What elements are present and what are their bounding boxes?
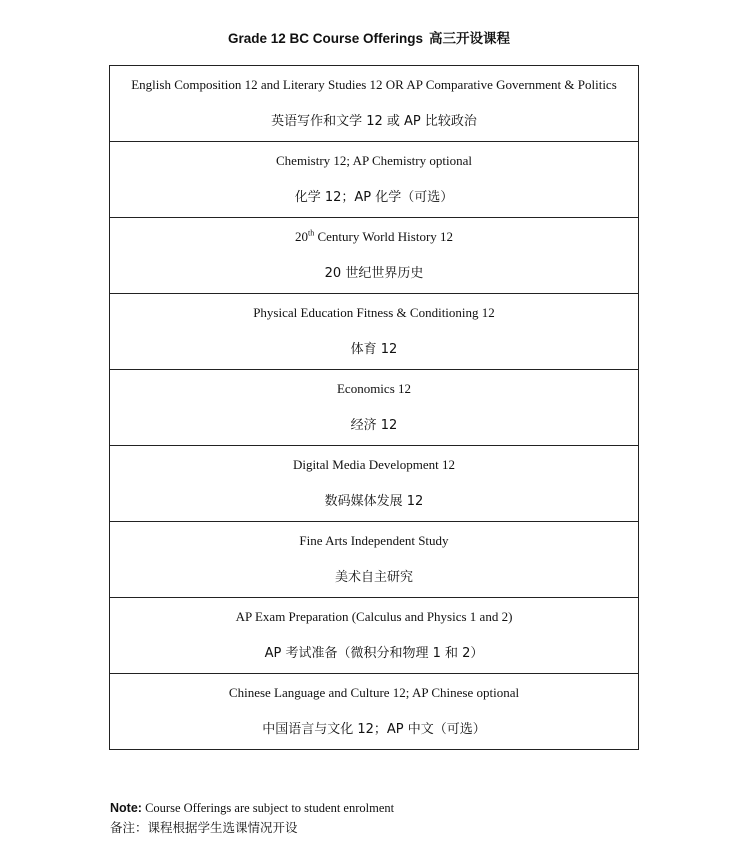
note-en	[110, 798, 394, 818]
course-cell	[110, 522, 639, 598]
table-row	[110, 446, 639, 522]
course-cell	[110, 446, 639, 522]
table-row	[110, 522, 639, 598]
page-title	[0, 27, 738, 47]
ordinal-suffix: th	[307, 228, 315, 238]
course-name-en: AP Exam Preparation (Calculus and Physics 1 and 2)	[235, 609, 513, 624]
course-cell	[110, 370, 639, 446]
note-text-en: Course Offerings are subject to student enrolment	[141, 801, 395, 815]
course-name-cn: 数码媒体发展 12	[324, 494, 424, 509]
page-title-en: Grade 12 BC Course Offerings	[227, 31, 424, 46]
course-name-cn: 英语写作和文学 12 或 AP 比较政治	[271, 114, 477, 129]
course-name-cn: 中国语言与文化 12；AP 中文（可选）	[262, 722, 486, 737]
course-cell	[110, 598, 639, 674]
table-row	[110, 218, 639, 294]
course-cell	[110, 66, 639, 142]
table-row	[110, 674, 639, 750]
course-name-en: English Composition 12 and Literary Studies 12 OR AP Comparative Government & Politics	[131, 77, 617, 92]
course-name-en: Fine Arts Independent Study	[299, 533, 449, 548]
course-name-en: Physical Education Fitness & Conditioning 12	[253, 305, 495, 320]
course-name-en: Chinese Language and Culture 12; AP Chinese optional	[228, 685, 520, 700]
course-name-en: Digital Media Development 12	[292, 457, 456, 472]
note-block	[110, 798, 394, 838]
table-row	[110, 66, 639, 142]
table-row	[110, 598, 639, 674]
course-cell	[110, 142, 639, 218]
course-cell	[110, 294, 639, 370]
course-name-cn: 经济 12	[350, 418, 398, 433]
course-name-en	[110, 229, 638, 245]
course-name-cn: 体育 12	[350, 342, 398, 357]
course-name-cn: 20 世纪世界历史	[324, 266, 424, 281]
course-name-cn: AP 考试准备（微积分和物理 1 和 2）	[264, 646, 484, 661]
note-label: Note:	[110, 801, 142, 815]
course-cell	[110, 218, 639, 294]
table-row	[110, 370, 639, 446]
course-name-cn: 美术自主研究	[334, 570, 413, 585]
course-offerings-table	[109, 65, 639, 750]
table-row	[110, 294, 639, 370]
course-century-number: 20	[294, 229, 308, 244]
table-row	[110, 142, 639, 218]
course-name-rest: Century World History 12	[314, 229, 454, 244]
course-name-en: Economics 12	[336, 381, 411, 396]
course-name-cn: 化学 12；AP 化学（可选）	[294, 190, 454, 205]
page-title-cn: 高三开设课程	[429, 31, 511, 46]
course-name-en: Chemistry 12; AP Chemistry optional	[276, 153, 472, 168]
note-text-cn: 备注：课程根据学生选课情况开设	[110, 820, 298, 835]
course-cell	[110, 674, 639, 750]
